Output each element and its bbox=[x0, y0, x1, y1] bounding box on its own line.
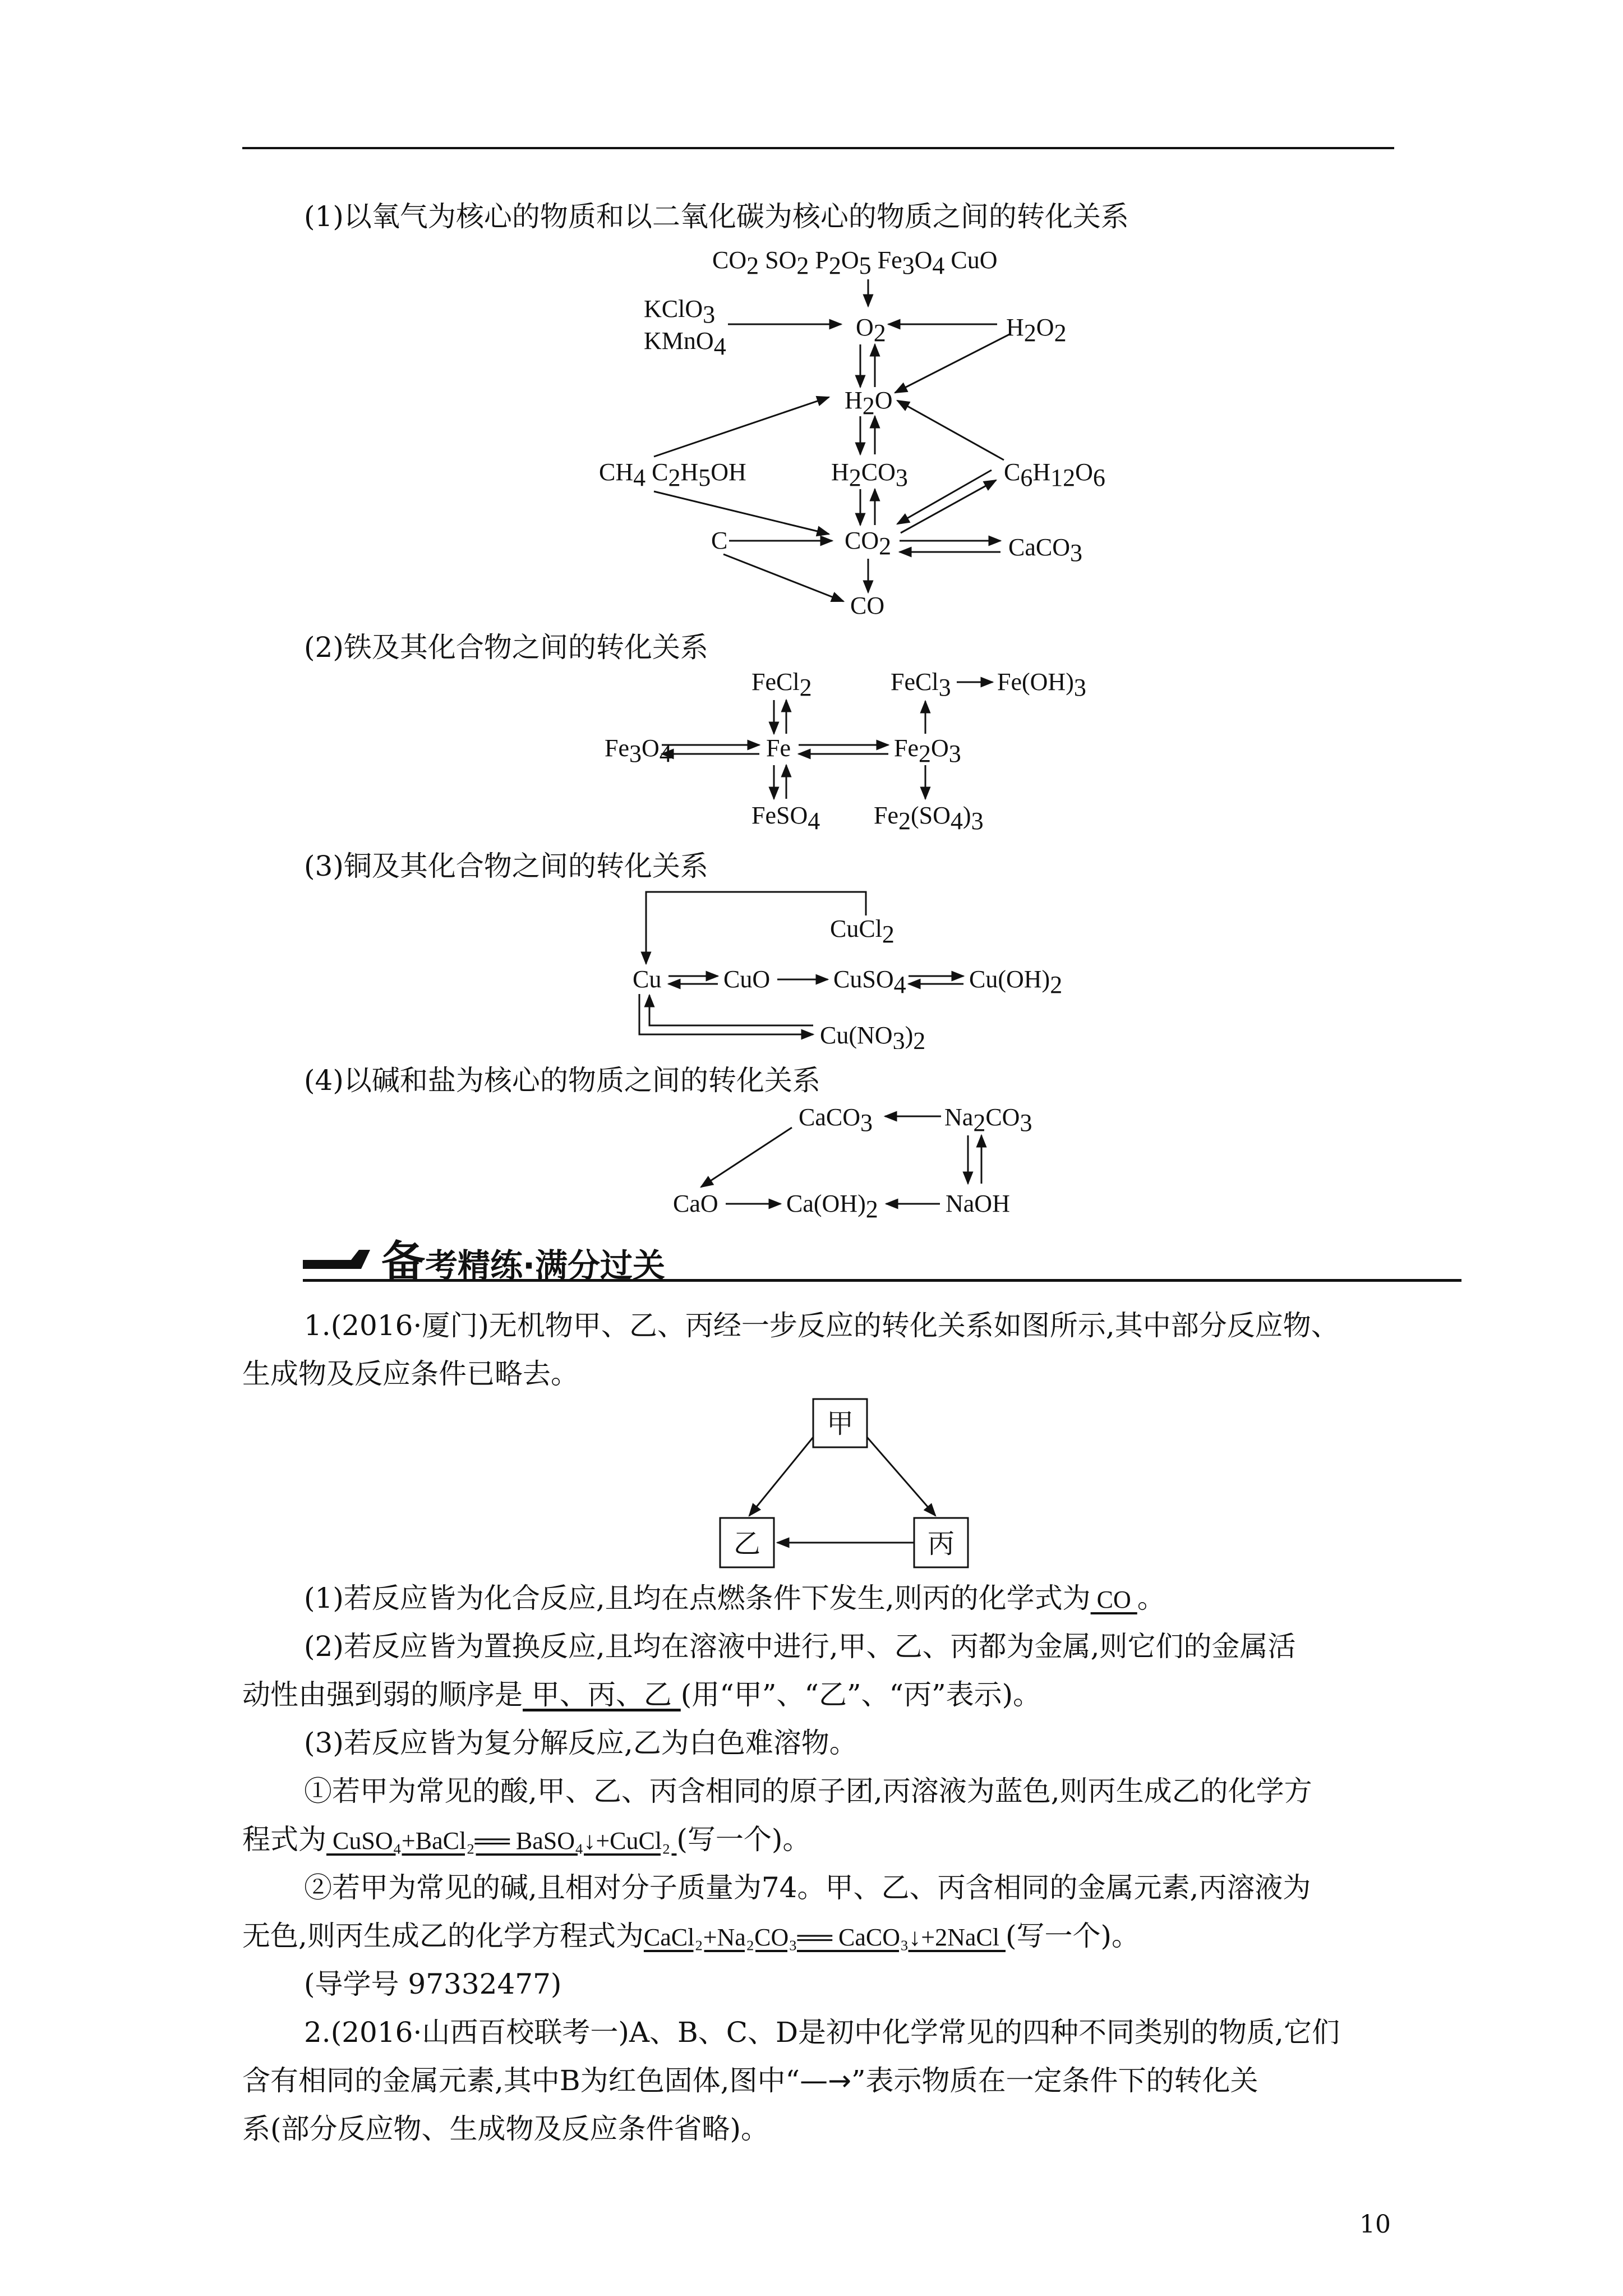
q1-part3b-line2 bbox=[242, 1912, 1140, 1962]
fecl2-node: FeCl2 bbox=[751, 668, 812, 701]
h2o-node: H2O bbox=[845, 386, 893, 420]
cu-node: Cu bbox=[633, 965, 662, 993]
fe-node: Fe bbox=[766, 734, 791, 762]
q2-line1: 2.(2016·山西百校联考一)A、B、C、D是初中化学常见的四种不同类别的物质,它们 bbox=[304, 2016, 1340, 2049]
q1-part3a-answer: CuSO₄+BaCl₂══ BaSO₄↓+CuCl₂ bbox=[326, 1827, 677, 1855]
cuno32-node: Cu(NO3)2 bbox=[820, 1022, 926, 1049]
q1-part1-end: 。 bbox=[1137, 1582, 1165, 1614]
box-bing: 丙 bbox=[928, 1528, 955, 1559]
q1-part3a-end: (写一个)。 bbox=[676, 1823, 811, 1856]
fecl3-node: FeCl3 bbox=[891, 668, 951, 701]
q1-intro-line1: 1.(2016·厦门)无机物甲、乙、丙经一步反应的转化关系如图所示,其中部分反应物、 bbox=[304, 1309, 1339, 1342]
q2-line2-end: ”表示物质在一定条件下的转化关 bbox=[851, 2064, 1258, 2097]
caco3-node: CaCO3 bbox=[1008, 533, 1082, 567]
h2o2-node: H2O2 bbox=[1006, 314, 1067, 347]
banner-first-char: 备 bbox=[381, 1237, 426, 1287]
q1-part2-end: (用“甲”、“乙”、“丙”表示)。 bbox=[680, 1678, 1041, 1711]
q1-part3a-line1: ①若甲为常见的酸,甲、乙、丙含相同的原子团,丙溶液为蓝色,则丙生成乙的化学方 bbox=[304, 1775, 1312, 1807]
q1-triangle-diagram bbox=[707, 1397, 987, 1576]
q2-line2-text: 含有相同的金属元素,其中B为红色固体,图中“ bbox=[242, 2064, 800, 2097]
copper-diagram bbox=[0, 881, 1623, 1049]
caoh2-node: Ca(OH)2 bbox=[786, 1190, 878, 1223]
c-node: C bbox=[711, 527, 728, 554]
caco3-node-2: CaCO3 bbox=[799, 1103, 873, 1137]
section-3-heading: (3)铜及其化合物之间的转化关系 bbox=[304, 850, 708, 882]
q1-part3b-answer: CaCl₂+Na₂CO₃══ CaCO₃↓+2NaCl bbox=[643, 1924, 1006, 1951]
cuso4-node: CuSO4 bbox=[833, 965, 906, 999]
arrow-icon: —→ bbox=[800, 2064, 851, 2097]
kmno4-label: KMnO4 bbox=[644, 327, 726, 360]
feoh3-node: Fe(OH)3 bbox=[997, 668, 1086, 701]
kclo3-label: KClO3 bbox=[644, 295, 716, 328]
cuo-node: CuO bbox=[723, 965, 771, 993]
q1-part3b-end: (写一个)。 bbox=[1006, 1920, 1140, 1952]
q1-part3a-line2 bbox=[242, 1815, 810, 1865]
feso4-node: FeSO4 bbox=[751, 802, 820, 835]
fe2so43-node: Fe2(SO4)3 bbox=[874, 802, 984, 835]
c6h12o6-node: C6H12O6 bbox=[1004, 458, 1105, 491]
o2-node: O2 bbox=[856, 314, 886, 347]
base-salt-diagram bbox=[0, 1099, 1623, 1223]
page-number: 10 bbox=[1359, 2210, 1391, 2239]
q1-part1-text: (1)若反应皆为化合反应,且均在点燃条件下发生,则丙的化学式为 bbox=[304, 1582, 1091, 1614]
q1-part3a-text: 程式为 bbox=[242, 1823, 326, 1856]
oxides-label: CO2 SO2 P2O5 Fe3O4 CuO bbox=[712, 246, 998, 279]
q1-part2-answer: 甲、丙、乙 bbox=[523, 1678, 681, 1711]
naoh-node: NaOH bbox=[946, 1190, 1010, 1217]
cucl2-node: CuCl2 bbox=[830, 915, 895, 948]
box-yi: 乙 bbox=[734, 1528, 761, 1559]
co-node: CO bbox=[850, 592, 885, 619]
cuoh2-node: Cu(OH)2 bbox=[969, 965, 1063, 999]
q2-line3: 系(部分反应物、生成物及反应条件省略)。 bbox=[242, 2113, 769, 2145]
fe3o4-node: Fe3O4 bbox=[605, 734, 672, 767]
ch4-c2h5oh-node: CH4 C2H5OH bbox=[599, 458, 746, 491]
q1-part3: (3)若反应皆为复分解反应,乙为白色难溶物。 bbox=[304, 1727, 857, 1759]
q1-part3b-text: 无色,则丙生成乙的化学方程式为 bbox=[242, 1920, 644, 1952]
q1-part1 bbox=[304, 1574, 1165, 1624]
q1-part2-text: 动性由强到弱的顺序是 bbox=[242, 1678, 523, 1711]
q1-part3b-line1: ②若甲为常见的碱,且相对分子质量为74。甲、乙、丙含相同的金属元素,丙溶液为 bbox=[304, 1871, 1311, 1904]
section-1-heading: (1)以氧气为核心的物质和以二氧化碳为核心的物质之间的转化关系 bbox=[304, 200, 1129, 233]
co2-node: CO2 bbox=[845, 527, 892, 560]
section-2-heading: (2)铁及其化合物之间的转化关系 bbox=[304, 631, 708, 664]
q1-guide-number: (导学号 97332477) bbox=[304, 1968, 562, 2000]
cao-node: CaO bbox=[673, 1190, 718, 1217]
banner-title-text: 考精练·满分过关 bbox=[425, 1246, 666, 1285]
q1-part2-line1: (2)若反应皆为置换反应,且均在溶液中进行,甲、乙、丙都为金属,则它们的金属活 bbox=[304, 1630, 1296, 1663]
banner-title bbox=[381, 1237, 666, 1288]
q1-part2-line2 bbox=[242, 1671, 1041, 1719]
fe2o3-node: Fe2O3 bbox=[894, 734, 961, 767]
iron-diagram bbox=[0, 662, 1623, 847]
section-4-heading: (4)以碱和盐为核心的物质之间的转化关系 bbox=[304, 1064, 820, 1097]
oxygen-co2-diagram bbox=[0, 0, 1623, 628]
q1-intro-line2: 生成物及反应条件已略去。 bbox=[242, 1358, 579, 1390]
q1-part1-answer: CO bbox=[1090, 1586, 1137, 1613]
na2co3-node: Na2CO3 bbox=[944, 1103, 1032, 1137]
h2co3-node: H2CO3 bbox=[831, 458, 908, 491]
q2-line2 bbox=[242, 2056, 1258, 2105]
box-jia: 甲 bbox=[827, 1408, 854, 1439]
